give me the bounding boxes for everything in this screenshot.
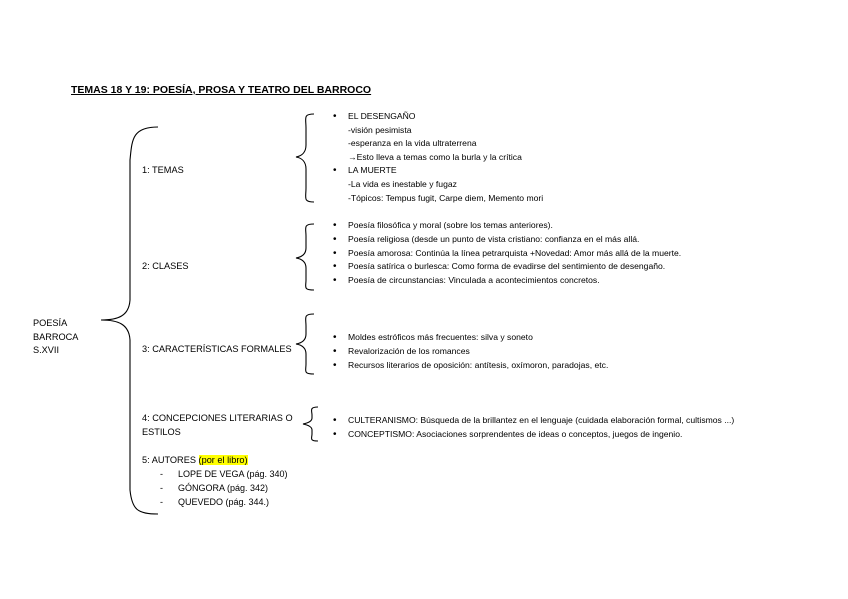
autores-label: 5: AUTORES — [142, 455, 196, 465]
root-line: S.XVII — [33, 345, 60, 355]
list-item — [333, 164, 543, 205]
temas-sub: -La vida es inestable y fugaz — [348, 179, 457, 190]
temas-list — [333, 110, 543, 205]
autor-name: LOPE DE VEGA (pág. 340) — [178, 469, 288, 479]
brace-concepciones — [303, 407, 318, 441]
autor-name: QUEVEDO (pág. 344.) — [178, 497, 270, 507]
temas-sub: -esperanza en la vida ultraterrena — [348, 138, 477, 149]
brace-caracteristicas — [296, 314, 314, 374]
autor-item: - GÓNGORA (pág. 342) — [160, 483, 269, 493]
page-title: TEMAS 18 Y 19: POESÍA, PROSA Y TEATRO DEL BARROCO — [71, 84, 372, 96]
root-label — [33, 317, 78, 358]
concepciones-list — [333, 414, 734, 442]
temas-sub: -Tópicos: Tempus fugit, Carpe diem, Memento mori — [348, 192, 544, 203]
section-label-line: ESTILOS — [142, 426, 181, 437]
root-line: BARROCA — [33, 331, 79, 342]
list-item: • Poesía religiosa (desde un punto de vista cristiano: confianza en el más allá. — [333, 233, 681, 247]
clases-list — [333, 219, 681, 288]
section-label-concepciones — [142, 412, 293, 439]
autor-item: - QUEVEDO (pág. 344.) — [160, 497, 270, 507]
list-item: • Moldes estróficos más frecuentes: silva y soneto — [333, 331, 608, 345]
temas-head: EL DESENGAÑO — [348, 111, 416, 121]
list-item: • Revalorización de los romances — [333, 345, 608, 359]
section-label-autores — [142, 454, 248, 468]
section-label-caracteristicas: 3: CARACTERÍSTICAS FORMALES — [142, 344, 292, 354]
section-label-clases: 2: CLASES — [142, 261, 189, 271]
caracteristicas-list — [333, 331, 608, 372]
list-item: • Recursos literarios de oposición: antítesis, oxímoron, paradojas, etc. — [333, 359, 608, 373]
autor-name: GÓNGORA (pág. 342) — [178, 483, 269, 493]
temas-sub: -visión pesimista — [348, 124, 412, 135]
list-item: • Poesía satírica o burlesca: Como forma de evadirse del sentimiento de desengaño. — [333, 260, 681, 274]
autor-item: - LOPE DE VEGA (pág. 340) — [160, 469, 288, 479]
list-item: • Poesía de circunstancias: Vinculada a acontecimientos concretos. — [333, 274, 681, 288]
section-label-line: 4: CONCEPCIONES LITERARIAS O — [142, 413, 293, 423]
brace-clases — [296, 224, 314, 290]
list-item: • CONCEPTISMO: Asociaciones sorprendentes de ideas o conceptos, juegos de ingenio. — [333, 428, 734, 442]
list-item: • Poesía amorosa: Continúa la línea petrarquista +Novedad: Amor más allá de la muerte. — [333, 247, 681, 261]
list-item — [333, 110, 543, 164]
list-item: • Poesía filosófica y moral (sobre los temas anteriores). — [333, 219, 681, 233]
temas-sub: →Esto lleva a temas como la burla y la crítica — [348, 151, 522, 162]
brace-temas — [296, 114, 314, 202]
list-item: • CULTERANISMO: Búsqueda de la brillantez en el lenguaje (cuidada elaboración formal, cultismos ...) — [333, 414, 734, 428]
autores-highlight: (por el libro) — [198, 455, 248, 465]
temas-head: LA MUERTE — [348, 165, 397, 176]
root-line: POESÍA — [33, 318, 68, 328]
section-label-temas: 1: TEMAS — [142, 165, 184, 175]
